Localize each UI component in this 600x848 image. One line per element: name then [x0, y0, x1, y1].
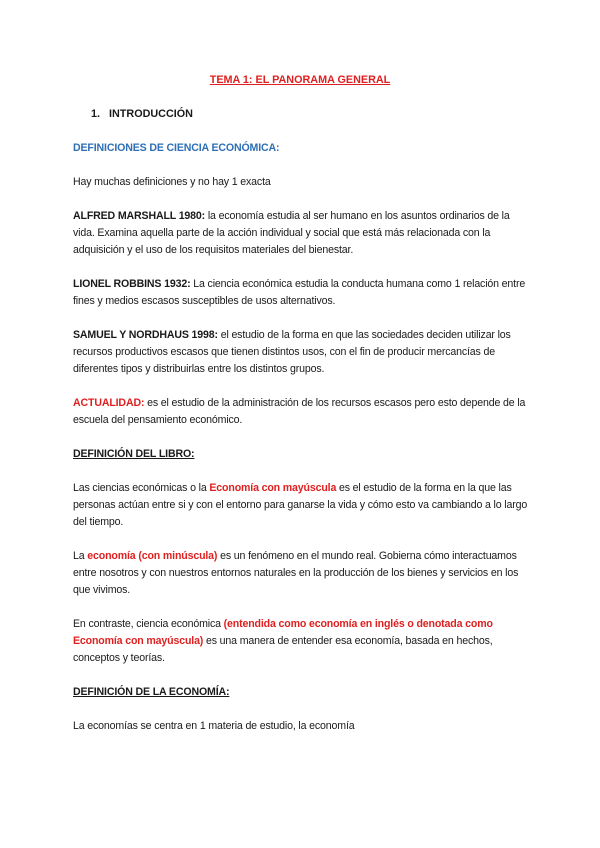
- section-label: INTRODUCCIÓN: [109, 108, 193, 120]
- marshall-author: ALFRED MARSHALL 1980:: [73, 210, 206, 222]
- actualidad-definition: [73, 395, 533, 429]
- economia-heading: DEFINICIÓN DE LA ECONOMÍA:: [73, 686, 230, 698]
- samuel-definition: [73, 327, 533, 378]
- libro-p1-post: es el estudio de la forma en la que las personas actúan entre si y con el entorno para ganarse la vida y cómo esto va cambiando a lo largo del tiempo.: [73, 482, 528, 528]
- libro-paragraph-3: [73, 616, 533, 667]
- libro-paragraph-2: [73, 548, 533, 599]
- libro-heading: DEFINICIÓN DEL LIBRO:: [73, 448, 195, 460]
- page-title: TEMA 1: EL PANORAMA GENERAL: [209, 74, 391, 86]
- libro-paragraph-1: [73, 480, 533, 531]
- libro-p2-highlight: economía (con minúscula): [87, 550, 218, 562]
- section-heading-introduccion: [91, 108, 193, 120]
- libro-p2-pre: La: [73, 550, 88, 562]
- robbins-definition: [73, 276, 533, 310]
- section-number: 1.: [91, 108, 101, 120]
- actualidad-label: ACTUALIDAD:: [73, 397, 145, 409]
- samuel-text: el estudio de la forma en que las sociedades deciden utilizar los recursos productivos escasos que tienen distintos usos, con el fin de producir mercancías de diferentes tipos y distribuirlas entre los distintos grupos.: [73, 329, 511, 375]
- libro-p2-post: es un fenómeno en el mundo real. Gobierna cómo interactuamos entre nosotros y con nuestros entornos naturales en la producción de los bienes y servicios en los que vivimos.: [73, 550, 519, 596]
- marshall-definition: [73, 208, 533, 259]
- robbins-text: La ciencia económica estudia la conducta humana como 1 relación entre fines y medios escasos susceptibles de usos alternativos.: [73, 278, 526, 307]
- libro-p1-highlight: Economía con mayúscula: [209, 482, 337, 494]
- intro-line: Hay muchas definiciones y no hay 1 exacta: [73, 176, 271, 188]
- libro-p3-pre: En contraste, ciencia económica: [73, 618, 224, 630]
- samuel-author: SAMUEL Y NORDHAUS 1998:: [73, 329, 218, 341]
- definiciones-heading: DEFINICIONES DE CIENCIA ECONÓMICA:: [73, 142, 280, 154]
- marshall-text: la economía estudia al ser humano en los asuntos ordinarios de la vida. Examina aquella parte de la acción individual y social que está más relacionada con la adquisición y el uso de los requisitos materiales del bienestar.: [73, 210, 510, 256]
- economia-text: La economías se centra en 1 materia de estudio, la economía: [73, 720, 355, 732]
- actualidad-text: es el estudio de la administración de los recursos escasos pero esto depende de la escuela del pensamiento económico.: [73, 397, 526, 426]
- libro-p1-pre: Las ciencias económicas o la: [73, 482, 210, 494]
- libro-p3-highlight: (entendida como economía en inglés o denotada como Economía con mayúscula): [73, 618, 493, 647]
- libro-p3-post: es una manera de entender esa economía, basada en hechos, conceptos y teorías.: [73, 635, 493, 664]
- robbins-author: LIONEL ROBBINS 1932:: [73, 278, 191, 290]
